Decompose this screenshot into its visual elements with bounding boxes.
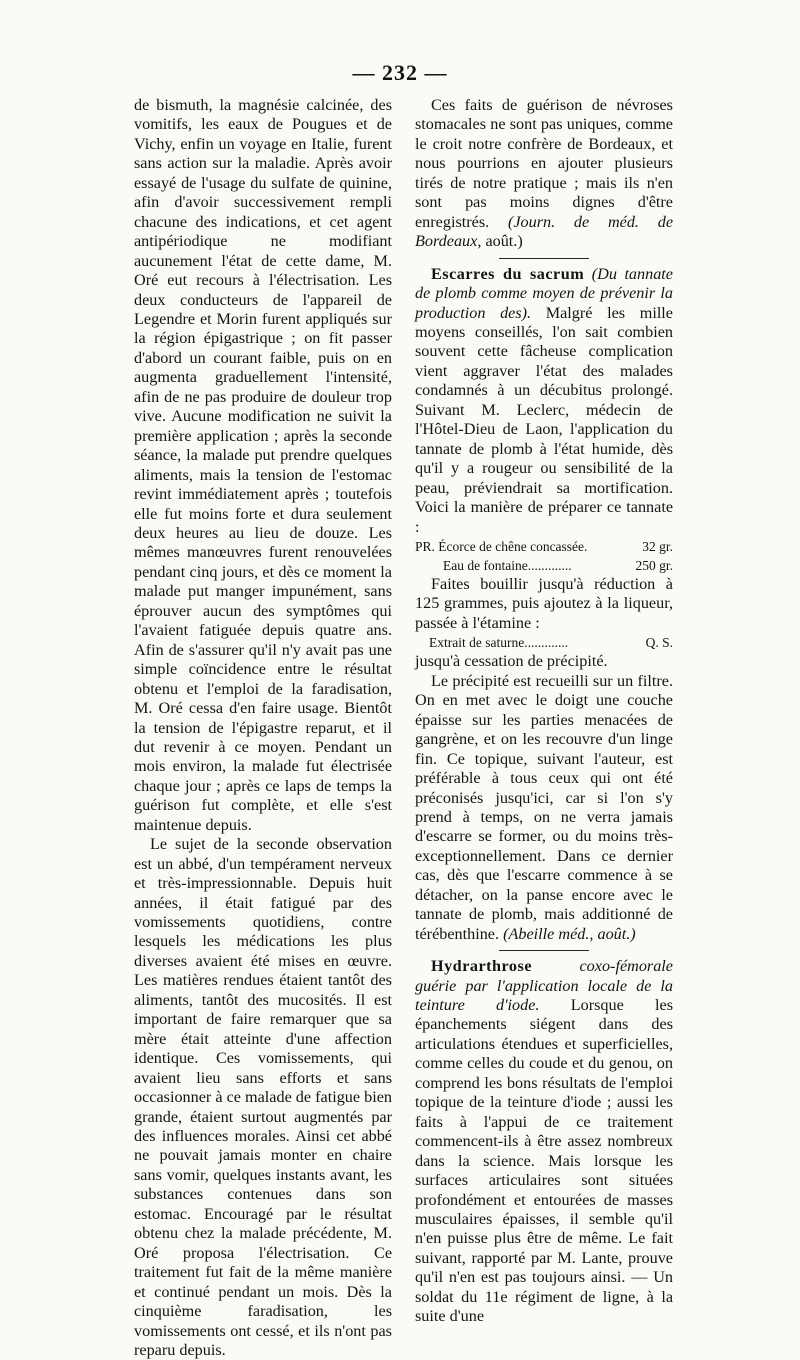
article-paragraph [415, 265, 673, 537]
article-heading: Hydrarthrose [431, 957, 533, 976]
paragraph-text: Ces faits de guérison de névroses stomacales ne sont pas uniques, comme le croit notre confrère de Bordeaux, et nous pourrions en ajouter plusieurs tirés de notre pratique ; mais ils n'en sont pas moins dignes d'être enregistrés. [415, 96, 673, 231]
source-citation: (Journ. de méd. de Bordeaux, [415, 212, 673, 251]
section-divider [499, 950, 589, 951]
paragraph-text: Le précipité est recueilli sur un filtre. On en met avec le doigt une couche épaisse sur les parties menacées de gangrène, et on les recouvre d'un linge fin. Ce topique, suivant l'auteur, est préférable à tous ceux qui ont été préconisés jusqu'ici, car si l'on s'y prend à temps, on ne verra jamais d'escarre se former, ou du moins très-exceptionnellement. Dans ce dernier cas, dès que l'escarre commence à se détacher, on la panse encore avec le tannate de plomb, mais additionné de térébenthine. [415, 671, 673, 943]
paragraph-text: Lorsque les épanchements siégent dans des articulations étendues et superficielles, comme celles du coude et du genou, on comprend les bons résultats de l'emploi topique de la teinture d'iode ; aussi les faits à l'appui de ce traitement commencent-ils à être assez nombreux dans la science. Mais lorsque les surfaces articulaires sont situées profondément et entourées de masses musculaires épaisses, il semble qu'il n'en puisse plus être de même. Le fait suivant, rapporté par M. Lante, prouve qu'il n'en est pas toujours ainsi. — Un soldat du 11e régiment de ligne, à la suite d'une [415, 996, 673, 1326]
source-citation: (Abeille méd., août.) [503, 924, 636, 943]
source-citation-end: août.) [485, 232, 523, 251]
paragraph-text: Malgré les mille moyens conseillés, l'on sait combien souvent cette fâcheuse complication vient aggraver l'état des malades condamnés à un décubitus prolongé. Suivant M. Leclerc, médecin de l'Hôtel-Dieu de Laon, l'application du tannate de plomb à l'état humide, dès qu'il y a rougeur ou sensibilité de la peau, préviendrait sa mortification. Voici la manière de préparer ce tannate : [415, 303, 673, 536]
recipe-ingredient: Extrait de saturne............. [429, 635, 569, 651]
paragraph [415, 672, 673, 944]
recipe-quantity: 32 gr. [642, 538, 673, 554]
left-column [134, 96, 392, 1360]
recipe-line [415, 633, 673, 652]
recipe-line [415, 537, 673, 556]
recipe-ingredient: Eau de fontaine............. [443, 557, 572, 573]
paragraph [415, 96, 673, 252]
recipe-ingredient: PR. Écorce de chêne concassée. [415, 538, 588, 554]
right-column [415, 96, 673, 1327]
paragraph: de bismuth, la magnésie calcinée, des vomitifs, les eaux de Pougues et de Vichy, enfin un voyage en Italie, furent sans action sur la maladie. Après avoir essayé de l'usage du sulfate de quinine, afin d'avoir successivement rempli chacune des indications, et cet agent antipériodique ne modifiant aucunement l'état de cette dame, M. Oré eut recours à l'électrisation. Les deux conducteurs de l'appareil de Legendre et Morin furent appliqués sur la région épigastrique ; on fit passer d'abord un courant faible, puis on en augmenta graduellement l'intensité, afin de ne pas produire de douleur trop vive. Aucune modification ne suivit la première application ; après la seconde séance, la malade put prendre quelques aliments, mais la tension de l'estomac revint immédiatement après ; toutefois elle fut moins forte et dura seulement deux heures au lieu de douze. Les mêmes manœuvres furent renouvelées pendant cinq jours, et dès ce moment la malade put manger impunément, sans éprouver aucun des symptômes qui l'avaient fatiguée depuis quatre ans. Afin de s'assurer qu'il n'y avait pas une simple coïncidence entre le résultat obtenu et l'emploi de la faradisation, M. Oré cessa d'en faire usage. Bientôt la tension de l'épigastre reparut, et il dut revenir à ce moyen. Pendant un mois environ, la malade fut électrisée chaque jour ; après ce laps de temps la guérison fut complète, et elle s'est maintenue depuis. [134, 96, 392, 834]
recipe-quantity: Q. S. [645, 635, 673, 651]
recipe-line [415, 556, 673, 575]
article-heading: Escarres du sacrum [431, 264, 585, 283]
article-subtitle: (Du tannate de plomb comme moyen de prévenir la production des). [415, 264, 673, 322]
section-divider [499, 258, 589, 259]
article-subtitle: coxo-fémorale guérie par l'application locale de la teinture d'iode. [415, 957, 673, 1015]
recipe-quantity: 250 gr. [635, 557, 673, 573]
article-paragraph [415, 957, 673, 1327]
paragraph: Le sujet de la seconde observation est un abbé, d'un tempérament nerveux et très-impressionnable. Depuis huit années, il était fatigué par des vomissements quotidiens, contre lesquels les médications les plus diverses avaient été mises en œuvre. Les matières rendues étaient tantôt des aliments, tantôt des mucosités. Il est important de faire remarquer que sa mère était atteinte d'une affection identique. Ces vomissements, qui avaient lieu sans efforts et sans occasionner à ce malade de fatigue bien grande, étaient surtout augmentés par des influences morales. Ainsi cet abbé ne pouvait jamais monter en chaire sans vomir, quelques instants avant, les substances contenues dans son estomac. Encouragé par le résultat obtenu chez la malade précédente, M. Oré proposa l'électrisation. Ce traitement fut fait de la même manière et continué pendant un mois. Dès la cinquième faradisation, les vomissements ont cessé, et ils n'ont pas reparu depuis. [134, 835, 392, 1359]
page-number: — 232 — [352, 60, 448, 85]
paragraph: jusqu'à cessation de précipité. [415, 652, 608, 671]
paragraph: Faites bouillir jusqu'à réduction à 125 grammes, puis ajoutez à la liqueur, passée à l'étamine : [415, 574, 673, 632]
